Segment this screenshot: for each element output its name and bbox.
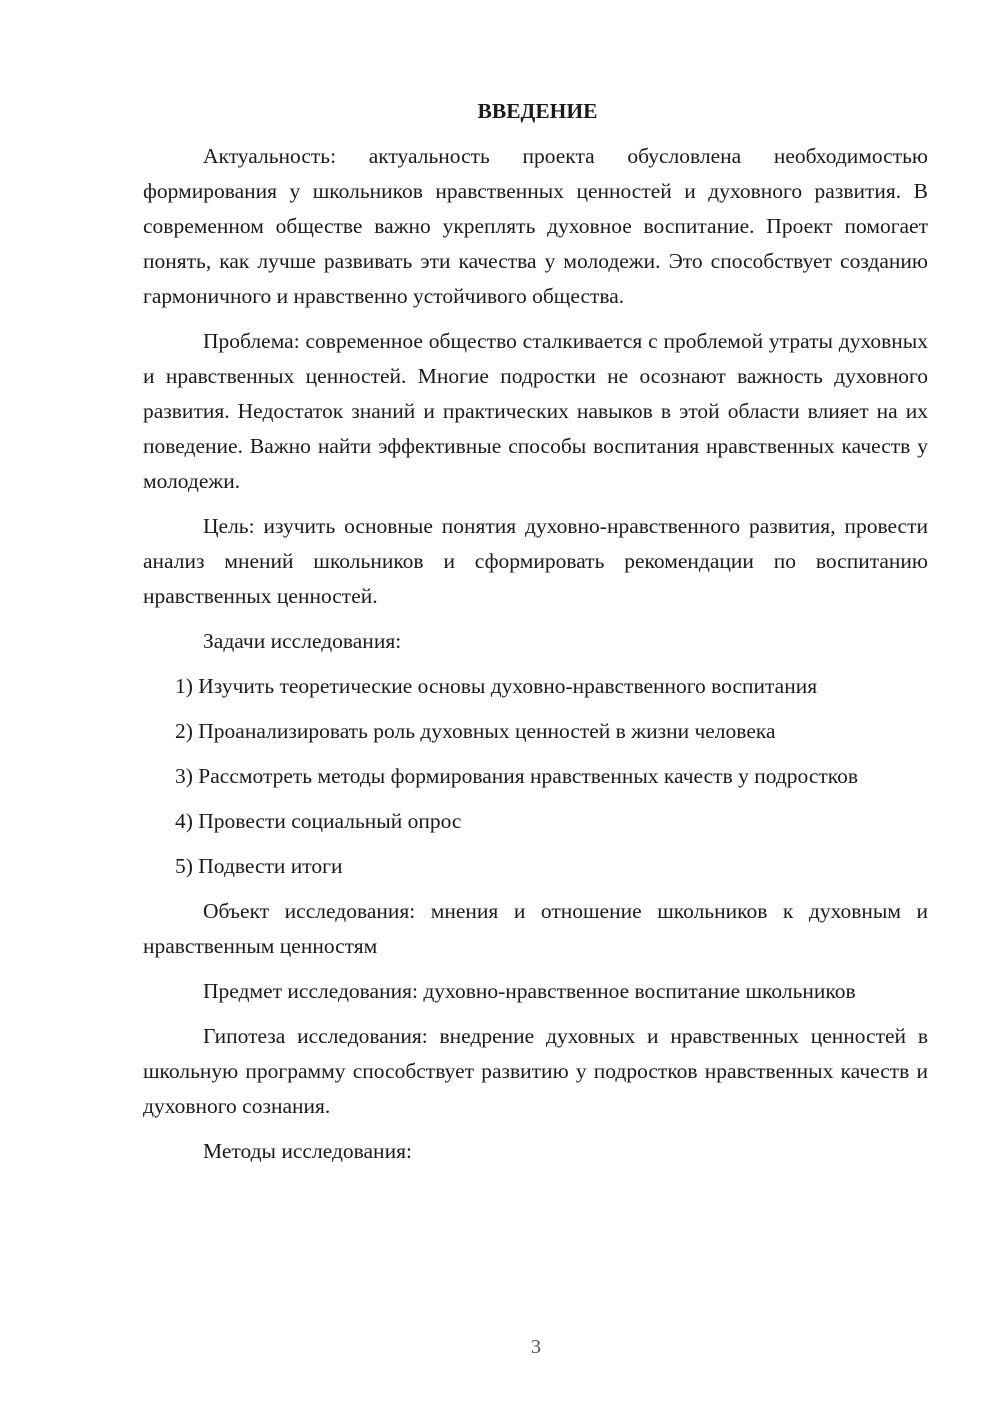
paragraph-goal: Цель: изучить основные понятия духовно-нравственного развития, провести анализ мнений школьников и сформировать рекомендации по воспитанию нравственных ценностей.	[143, 514, 928, 608]
paragraph-object: Объект исследования: мнения и отношение школьников к духовным и нравственным ценностям	[143, 899, 928, 958]
paragraph-subject: Предмет исследования: духовно-нравственное воспитание школьников	[203, 979, 856, 1003]
paragraph-tasks-heading: Задачи исследования:	[203, 629, 402, 653]
paragraph-problem: Проблема: современное общество сталкивается с проблемой утраты духовных и нравственных ценностей. Многие подростки не осознают важность духовного развития. Недостаток знаний и практических навыков в этой области влияет на их поведение. Важно найти эффективные способы воспитания нравственных качеств у молодежи.	[143, 329, 928, 493]
task-item: 4) Провести социальный опрос	[175, 809, 462, 833]
paragraph-methods-heading: Методы исследования:	[203, 1139, 412, 1163]
paragraph-hypothesis: Гипотеза исследования: внедрение духовных и нравственных ценностей в школьную программу способствует развитию у подростков нравственных качеств и духовного сознания.	[143, 1024, 928, 1118]
task-item: 5) Подвести итоги	[175, 854, 343, 878]
task-item: 3) Рассмотреть методы формирования нравственных качеств у подростков	[175, 764, 859, 788]
paragraph-relevance: Актуальность: актуальность проекта обусловлена необходимостью формирования у школьников нравственных ценностей и духовного развития. В современном обществе важно укреплять духовное воспитание. Проект помогает понять, как лучше развивать эти качества у молодежи. Это способствует созданию гармоничного и нравственно устойчивого общества.	[143, 144, 928, 308]
task-item: 2) Проанализировать роль духовных ценностей в жизни человека	[175, 719, 776, 743]
page-number: 3	[531, 1336, 541, 1358]
task-item: 1) Изучить теоретические основы духовно-нравственного воспитания	[175, 674, 818, 698]
section-title: ВВЕДЕНИЕ	[477, 99, 598, 123]
page-content	[143, 94, 928, 1179]
